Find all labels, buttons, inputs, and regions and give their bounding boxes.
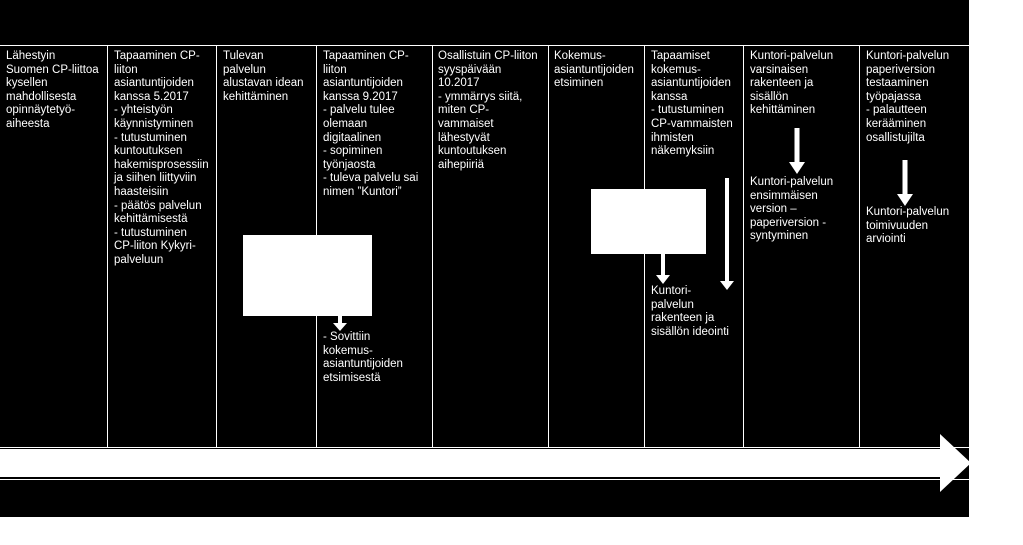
column-divider xyxy=(107,45,108,448)
column-divider xyxy=(216,45,217,448)
down-arrow-icon xyxy=(897,160,913,206)
column-6-text: Kokemus- asiantuntijoiden etsiminen xyxy=(554,50,634,90)
column-5-text: Osallistuin CP-liiton syyspäivään 10.2017 - ymmärrys siitä, miten CP- vammaiset lähestyvät kuntoutuksen aihepiiriä xyxy=(438,50,538,171)
column-4-note: - Sovittiin kokemus- asiantuntijoiden etsimisestä xyxy=(323,331,403,384)
column-divider xyxy=(859,45,860,448)
column-2-text: Tapaaminen CP- liiton asiantuntijoiden kanssa 5.2017 - yhteistyön käynnistyminen - tutustuminen kuntoutuksen hakemisprosessiin ja siihen liittyviin haasteisiin - päätös palvelun kehittämisestä - tutustuminen CP-liiton Kykyri- palveluun xyxy=(114,50,209,266)
column-8-text: Kuntori-palvelun varsinaisen rakenteen ja sisällön kehittäminen xyxy=(750,50,834,117)
top-divider xyxy=(0,45,969,46)
down-arrow-icon xyxy=(789,128,805,174)
column-9-text: Kuntori-palvelun paperiversion testaaminen työpajassa - palautteen kerääminen osallistujilta xyxy=(866,50,950,144)
column-divider xyxy=(743,45,744,448)
column-1-text: Lähestyin Suomen CP-liittoa kysellen mahdollisesta opinnäytetyö- aiheesta xyxy=(6,50,99,130)
column-7-text: Tapaamiset kokemus- asiantuntijoiden kanssa - tutustuminen CP-vammaisten ihmisten näkemyksiin xyxy=(651,50,733,158)
column-divider xyxy=(432,45,433,448)
right-arrow-icon xyxy=(0,432,972,494)
down-arrow-icon xyxy=(656,254,670,284)
down-arrow-icon xyxy=(720,178,734,290)
column-3-text: Tulevan palvelun alustavan idean kehittäminen xyxy=(223,50,304,103)
down-arrow-icon xyxy=(333,316,347,331)
column-8-note: Kuntori-palvelun ensimmäisen version – paperiversion - syntyminen xyxy=(750,176,834,243)
column-7-note: Kuntori- palvelun rakenteen ja sisällön ideointi xyxy=(651,285,729,338)
column-9-note: Kuntori-palvelun toimivuuden arviointi xyxy=(866,206,950,246)
column-4-text: Tapaaminen CP- liiton asiantuntijoiden kanssa 9.2017 - palvelu tulee olemaan digitaalinen - sopiminen työnjaosta - tuleva palvelu sai nimen ”Kuntori” xyxy=(323,50,419,198)
blank-box xyxy=(591,189,706,254)
column-divider xyxy=(548,45,549,448)
blank-box xyxy=(243,235,372,316)
